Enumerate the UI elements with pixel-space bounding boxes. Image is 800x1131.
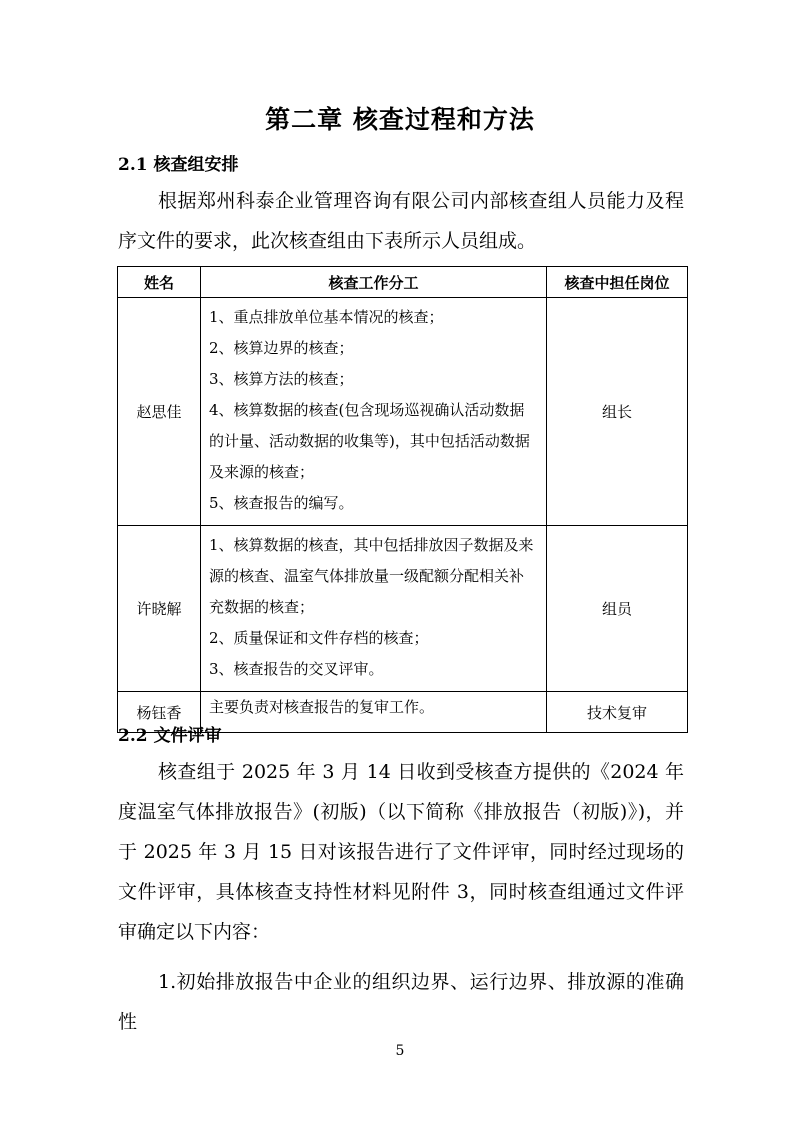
section-heading-2-2: 2.2 文件评审 — [118, 726, 222, 746]
duty-item: 5、核查报告的编写。 — [209, 494, 354, 512]
duty-item: 主要负责对核查报告的复审工作。 — [209, 698, 435, 716]
staff-duties — [201, 692, 547, 733]
duty-item: 2、质量保证和文件存档的核查； — [209, 629, 429, 647]
accuracy-paragraph: 1.初始排放报告中企业的组织边界、运行边界、排放源的准确性 — [118, 971, 684, 1033]
duty-item: 2、核算边界的核查； — [209, 339, 354, 357]
staff-name: 赵思佳 — [118, 298, 201, 526]
staff-role: 组长 — [547, 298, 688, 526]
header-name: 姓名 — [118, 267, 201, 298]
header-duties: 核查工作分工 — [201, 267, 547, 298]
header-role: 核查中担任岗位 — [547, 267, 688, 298]
page-number: 5 — [395, 1043, 405, 1059]
duty-item: 3、核算方法的核查； — [209, 370, 354, 388]
duty-item: 3、核查报告的交叉评审。 — [209, 660, 384, 678]
staff-role: 技术复审 — [547, 692, 688, 733]
staff-name: 许晓解 — [118, 526, 201, 692]
duty-item: 1、核算数据的核查，其中包括排放因子数据及来源的核查、温室气体排放量一级配额分配相关补充数据的核查； — [209, 536, 534, 616]
table-row — [118, 298, 688, 526]
review-paragraph: 核查组于 2025 年 3 月 14 日收到受核查方提供的《2024 年度温室气体排放报告》(初版)（以下简称《排放报告（初版)》)，并于 2025 年 3 月 15 日对该报告进行了文件评审，同时经过现场的文件评审，具体核查支持性材料见附件 3，同时核查组通过文件评审确定以下内容： — [118, 761, 684, 943]
chapter-title: 第二章 核查过程和方法 — [265, 105, 535, 134]
duty-item: 1、重点排放单位基本情况的核查； — [209, 308, 444, 326]
table-row — [118, 526, 688, 692]
duty-item: 4、核算数据的核查(包含现场巡视确认活动数据的计量、活动数据的收集等)，其中包括活动数据及来源的核查； — [209, 401, 530, 481]
intro-paragraph: 根据郑州科泰企业管理咨询有限公司内部核查组人员能力及程序文件的要求，此次核查组由下表所示人员组成。 — [118, 190, 684, 252]
staff-duties — [201, 526, 547, 692]
staff-name: 杨钰香 — [118, 692, 201, 733]
staff-duties — [201, 298, 547, 526]
table-header-row — [118, 267, 688, 298]
section-heading-2-1: 2.1 核查组安排 — [118, 155, 239, 175]
staff-role: 组员 — [547, 526, 688, 692]
staff-table — [117, 266, 688, 733]
